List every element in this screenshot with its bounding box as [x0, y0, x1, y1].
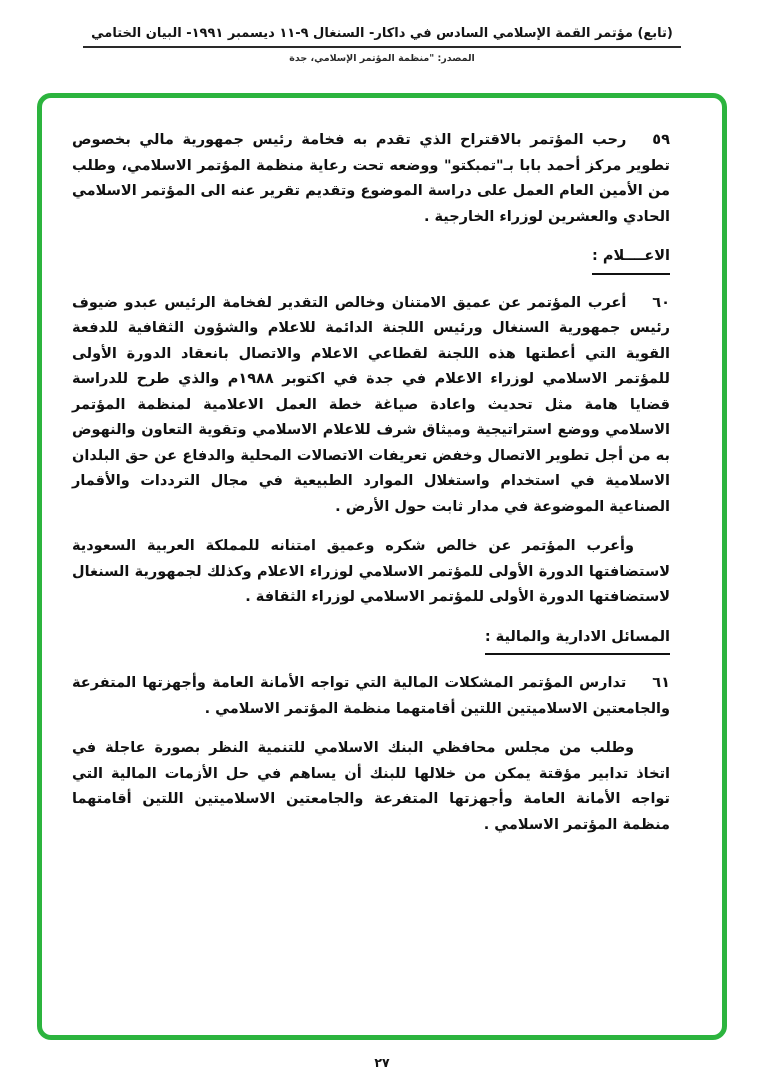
paragraph-60: [72, 291, 670, 521]
section-heading-information-text: الاعــــلام :: [592, 244, 670, 275]
paragraph-61-number: ٦١: [652, 675, 670, 692]
paragraph-request-idb: وطلب من مجلس محافظي البنك الاسلامي للتنمية النظر بصورة عاجلة في اتخاذ تدابير مؤقتة يمكن من خلالها للبنك أن يساهم في حل الأزمات المالية التي تواجه الأمانة العامة وأجهزتها المتفرعة والجامعتين الاسلاميتين اللتين أقامتهما منظمة المؤتمر الاسلامي .: [72, 740, 670, 833]
green-border-frame: [37, 93, 727, 1040]
paragraph-59-text: رحب المؤتمر بالاقتراح الذي تقدم به فخامة رئيس جمهورية مالي بخصوص تطوير مركز أحمد بابا بـ"تمبكتو" ووضعه تحت رعاية منظمة المؤتمر الاسلامي، وطلب من الأمين العام العمل على دراسة الموضوع وتقديم تقرير عنه الى المؤتمر الاسلامي الحادي والعشرين لوزراء الخارجية .: [72, 132, 670, 225]
section-heading-information: [72, 244, 670, 275]
paragraph-61: [72, 671, 670, 722]
document-body: [72, 128, 670, 838]
paragraph-59: [72, 128, 670, 230]
paragraph-thanks: وأعرب المؤتمر عن خالص شكره وعميق امتنانه للمملكة العربية السعودية لاستضافتها الدورة الأولى للمؤتمر الاسلامي لوزراء الاعلام وكذلك لجمهورية السنغال لاستضافتها الدورة الأولى للمؤتمر الاسلامي لوزراء الثقافة .: [72, 538, 670, 606]
paragraph-60-text: أعرب المؤتمر عن عميق الامتنان وخالص التقدير لفخامة الرئيس عبدو ضيوف رئيس جمهورية السنغال ورئيس اللجنة الدائمة للاعلام والشؤون الثقافية للدفعة القوية التي أعطتها هذه اللجنة لقطاعي الاعلام والاتصال بانعقاد الدورة الأولى للمؤتمر الاسلامي لوزراء الاعلام في جدة في اكتوبر ١٩٨٨م والذي طرح للدراسة قضايا هامة مثل تحديث واعادة صياغة خطة العمل الاعلامية لمنظمة المؤتمر الاسلامي ووضع استراتيجية وميثاق شرف للاعلام الاسلامي وتقوية التعاون والنهوض به من أجل تطوير الاتصال وخفض تعريفات الاتصالات المحلية والدفاع عن حق البلدان الاسلامية في استخدام واستغلال الموارد الطبيعية في مجال الترددات والأقمار الصناعية الموضوعة في مدار ثابت حول الأرض .: [72, 294, 670, 515]
paragraph-61-text: تدارس المؤتمر المشكلات المالية التي تواجه الأمانة العامة وأجهزتها المتفرعة والجامعتين الاسلاميتين اللتين أقامتهما منظمة المؤتمر الاسلامي .: [72, 675, 670, 717]
paragraph-60-number: ٦٠: [652, 294, 670, 311]
page-header: [0, 22, 764, 64]
section-heading-admin-financial: [72, 625, 670, 656]
document-source: المصدر: "منظمة المؤتمر الإسلامي، جدة: [289, 53, 475, 64]
paragraph-59-number: ٥٩: [652, 132, 670, 148]
document-title: (تابع) مؤتمر القمة الإسلامي السادس في داكار- السنغال ٩-١١ ديسمبر ١٩٩١- البيان الختامي: [83, 26, 681, 48]
section-heading-admin-financial-text: المسائل الادارية والمالية :: [485, 625, 670, 656]
page-number: ٢٧: [374, 1055, 390, 1070]
